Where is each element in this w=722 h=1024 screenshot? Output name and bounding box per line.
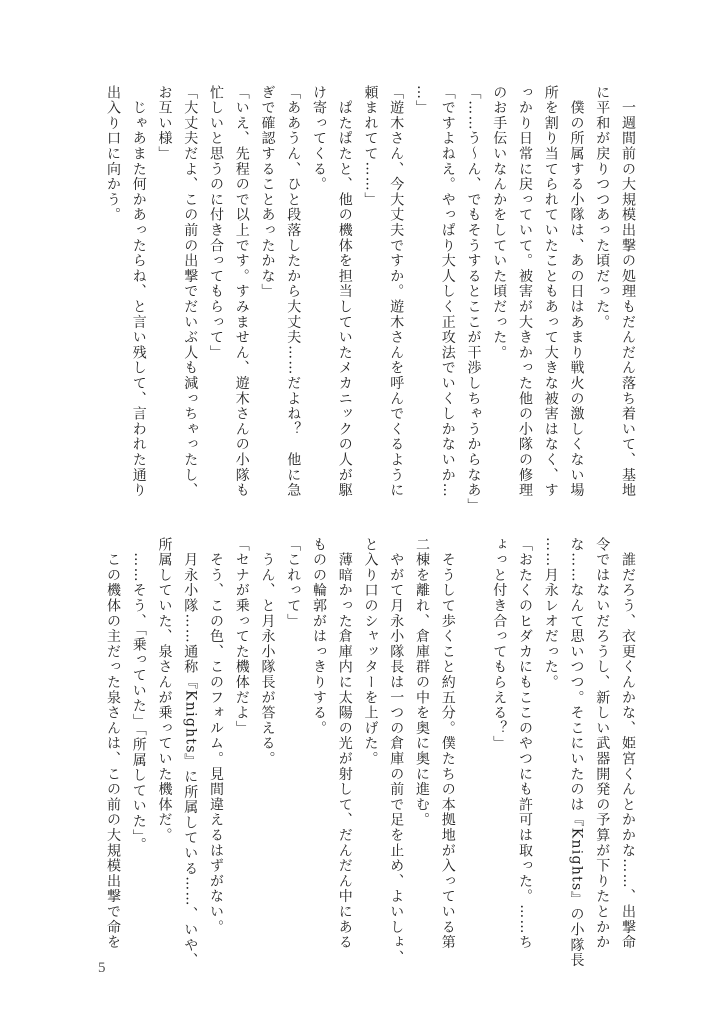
text-line: 月永小隊……通称『Knights』に所属している……、いや、	[182, 537, 199, 969]
text-line: 「大丈夫だよ、この前の出撃でだいぶ人も減っちゃったし、	[182, 85, 199, 499]
text-line: っかり日常に戻っていて。被害が大きかった他の小隊の修理	[517, 85, 533, 499]
text-line: 「これって」	[285, 537, 302, 629]
text-line: ……月永レオだった。	[542, 537, 559, 690]
text-line: 所属していた、泉さんが乗っていた機体だ。	[156, 537, 173, 843]
bottom-text-block	[100, 537, 640, 969]
page-number: 5	[98, 960, 106, 976]
text-line: 二棟を離れ、倉庫群の中を奥に奥に進む。	[414, 537, 430, 828]
text-line: じゃあまた何かあったらね、と言い残して、言われた通り	[130, 85, 147, 499]
text-line: …」	[414, 85, 430, 116]
text-line: 「ですよねえ。やっぱり大人しく正攻法でいくしかないか…	[439, 85, 456, 499]
text-line: この機体の主だった泉さんは、この前の大規模出撃で命を	[105, 537, 121, 951]
text-line: ょっと付き合ってもらえる？」	[491, 537, 508, 752]
text-line: ぎで確認することあったかな」	[259, 85, 276, 300]
text-line: 「おたくのヒダカにもここのやつにも許可は取った。……ち	[517, 537, 533, 951]
text-line: 「遊木さん、今大丈夫ですか。遊木さんを呼んでくるように	[388, 85, 405, 499]
text-line: そうして歩くこと約五分。僕たちの本拠地が入っている第	[439, 537, 456, 951]
text-line: お互い様」	[156, 85, 173, 162]
text-line	[460, 537, 486, 957]
text-line: ぱたぱたと、他の機体を担当していたメカニックの人が駆	[336, 85, 353, 499]
text-line: 「……う～ん、でもそうするとここが干渉しちゃうからなあ」	[465, 85, 482, 514]
text-line: 令ではないだろうし、新しい武器開発の予算が下りたとかか	[594, 537, 611, 951]
text-line: 「セナが乗ってた機体だよ」	[233, 537, 250, 736]
text-line: 薄暗かった倉庫内に太陽の光が射して、だんだん中にある	[336, 537, 353, 951]
text-line: 僕の所属する小隊は、あの日はあまり戦火の激しくない場	[568, 85, 585, 499]
text-line: 「ああうん、ひと段落したから大丈夫……だよね？ 他に急	[285, 85, 302, 499]
text-line: 「いえ、先程ので以上です。すみません、遊木さんの小隊も	[233, 85, 250, 499]
text-line: け寄ってくる。	[311, 85, 327, 193]
text-line: 誰だろう、衣更くんかな、姫宮くんとかかな……、出撃命	[620, 537, 636, 951]
text-line: と入り口のシャッターを上げた。	[362, 537, 379, 767]
top-text-block	[100, 85, 640, 514]
text-line: うん、と月永小隊長が答える。	[259, 537, 276, 767]
text-line: やがて月永小隊長は一つの倉庫の前で足を止め、よいしょ、	[388, 537, 405, 966]
text-line: 忙しいと思うのに付き合ってもらって」	[208, 85, 224, 361]
text-line: のお手伝いなんかをしていた頃だった。	[491, 85, 508, 361]
text-line: 一週間前の大規模出撃の処理もだんだん落ち着いて、基地	[620, 85, 636, 499]
text-line: そう、この色、このフォルム。見間違えるはずがない。	[208, 537, 224, 935]
text-line: に平和が戻りつつあった頃だった。	[594, 85, 611, 330]
text-line: 頼まれてて……」	[362, 85, 379, 208]
text-line: 出入り口に向かう。	[105, 85, 121, 223]
text-line: な……なんて思いつつ。そこにいたのは『Knights』の小隊長	[568, 537, 585, 969]
text-line: ……そう、「乗っていた」「所属していた」。	[130, 537, 147, 853]
text-line: 所を割り当てられていたこともあって大きな被害はなく、す	[542, 85, 559, 499]
text-line: ものの輪郭がはっきりする。	[311, 537, 327, 736]
